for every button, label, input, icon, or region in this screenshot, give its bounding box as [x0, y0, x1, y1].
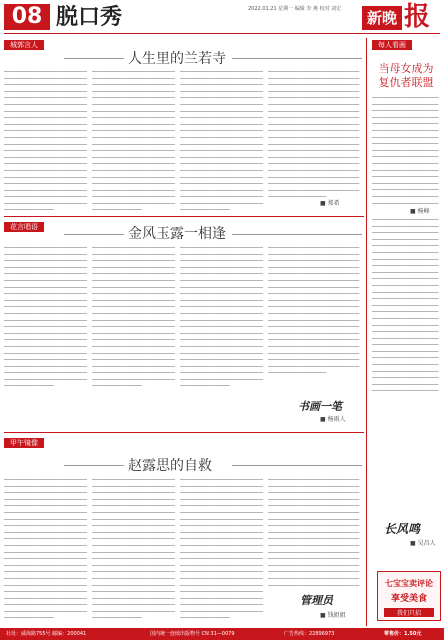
article-body: ─────────────────────────────────────────────────────────────────────────────────────────────────────────────────────────────────────────────────────────────────────────────────────────────────────────────────────────────────────────────────────────────────────────────────────────────────────────────────────────────────────────────────────────────────────────────────────────────────────────────────────────────────────────────────────────────────────────────────────────────────────────────────────────────────────────────────────────────────────────────────: [268, 478, 360, 588]
signature: 长风鸣: [384, 522, 421, 536]
column-tag: 每人看画: [372, 40, 412, 50]
section-title: 脱口秀: [56, 4, 123, 30]
article-body: ──────────────────────────────────────────────────────────────────────────────────────────────────────────────────────────────────────────────────────────────────────────────────────────────────────────────────────────────────────────────────────────────────────────────────────────────────────────────────────────────────────────────────────────────────────────────────────────────────────────────────────────────────────────────────────────────────────────────────────────────────────────────────────────────────────────────────────────────────────────────────────────────────────────────────────────────────────────────────────: [180, 478, 263, 615]
section-rule: [4, 216, 364, 217]
byline: ■ 钱姐姐: [320, 612, 346, 619]
header-meta: 2022.01.21 星期一 编辑 李 燕 校对 刘宏: [248, 6, 342, 12]
title-rule: [64, 234, 124, 235]
byline: ■ 杨雨人: [320, 416, 346, 423]
title-rule: [232, 465, 362, 466]
byline: ■ 郑希: [320, 200, 340, 207]
footer-ad-hotline: 广告热线：22896973: [284, 631, 335, 637]
section-rule: [4, 432, 364, 433]
article-body: ────────────────────────────────────────────────────────────────────────────────────────────────────────────────────────────────────────────────────────────────────────────────────────────────────────────────────────────────────────────────────────────────────────────────────────────────────────────────────────────────────────────────────────────────────────────────────────────────────────────────────────────────────────────────────────────────────────────────────────────────────────────────────────────────────────────────────────────────────────────────────────────────────────────────────────────────────────────────────────────────────────: [180, 70, 263, 212]
article-body: ────────────────────────────────────────────────────────────────────────────────────────────────────────────────────────────────────────────────────────────────────────────────────────────────────────────────────────────────────────────────────────────────────────────────────────────────────────────────────────────────────────────────────────────────────────────────────────────────────────────────────────────────────────────────────────────────────────────────────────────────────────────────────────────────────────────────────────────────────────────────────────────────────────────────────────────────────────────────────────────────────────: [268, 246, 360, 377]
article-title: 金风玉露一相逢: [128, 226, 226, 242]
article-body: ──────────────────────────────────────────────────────────────────────────────────────────────────────────────────────────────────────────────────────────────────────────────────────────────────────────────────────────────────────────────────────────────────────────────────────────────────────────────────────────────────────────────────────────────────────────────────────────────────────────────────────────────────────────────────────────────────────────────────────────────────────────────────────────────────────────────────────────────────────────────────────────────────────────────────────────────────────────────────────: [4, 478, 87, 615]
title-rule: [64, 465, 124, 466]
article-body: ────────────────────────────────────────────────────────────────────────────────────────────────────────────────────────────────────────────────────────────────────────────────────────────────────────────────────────────────────────────────────────────────────────────────────────────────────────────────────────────────────────────────────────────────────────────────────────────────────────────────────────────────────────────────────────────────────────────────────────────────────────────────────────────────────────────────────────────────────────────────────────────────────────────────────────────────────────────────────────────────────────: [92, 246, 175, 390]
title-rule: [232, 58, 362, 59]
footer-price: 零售价：1.50元: [384, 631, 422, 637]
title-rule: [64, 58, 124, 59]
article-body: ────────────────────────────────────────────────────────────────────────────────────────────────────────────────────────────────────────────────────────────────────────────────────────────────────────────────────────────────────────────────────────────────────────────────────────────────────────────────────────────────────────────────────────────────────────────────────────────────────────────────────────────────────────────────────────────────────────────────────────────────────────────────────────────────────────────────────────────────────────────────────────────────────────────────────────────────────────────────────────────────────────: [268, 70, 360, 201]
article-title: 赵露思的自救: [128, 458, 212, 474]
byline: ■ 吴昌人: [410, 540, 436, 547]
article-body: ────────────────────────────────────────────────────────────────────────────────────────────────────────────────────────────────────────────────────────────────────────────────────────────────────────────────────────────────────────────────────────────────────────────────────────────────────────────────────────────────────────────────────────────────────────────────────────────────────────────────────────────────────────────────────────────────────────────────────────────────────────────────────────────────────────────────────────────────────────────────────────────────────────────────────────────────────────────────────────────────────────: [92, 70, 175, 212]
newspaper-logo-char: 报: [404, 2, 431, 32]
page-number: 08: [4, 4, 50, 30]
article-title: 当母女成为 复仇者联盟: [378, 62, 434, 89]
signature: 管理员: [300, 594, 333, 607]
byline: ■ 杨峰: [410, 208, 430, 215]
column-tag: 甲午镜像: [4, 438, 44, 448]
article-body: ────────────────────────────────────────────────────────────────────────────────────────────────────────────────────────────────────────────────────────────────────────────────────────────────────────────────────────────────────────────────────────────────────────────────────────────────────────────────────────────────────────────────────────────────────────────────────────────────────────────────────────────────────────────────────────────────────────────────────────────────────────────────────────────────────────────────────────────────────────────────────────────────────────────────────────────────────────────────────────────────────────: [180, 246, 263, 390]
column-divider: [366, 38, 367, 626]
newspaper-logo: 新晚: [362, 6, 402, 30]
article-body: ──────────────────────────────────────────────────────────────────────────────────────────────────────────────────────────────────────────────────────────────────────────────────────────────────────────────────────────────────────────────────────────────────────────────────────────────────────────────────────────────────────────────────────────────────────────────────────────────────────────────────────────────────────────────────────────────────────────────────────────────────────────────────────────────────────────────────────────────────────────────────────────────────────────────────────────────────────────────────────: [92, 478, 175, 615]
article-body: ────────────────────────────────────────────────────────────────────────────────────────────────────────────────────────────────────────────────────────────────────────────────────────────────────────────────────────────────────────────────────────────────────────────────────────────────────────────────────────────────────────────────────────────────────────────────────────────────────────────────────────: [372, 96, 439, 206]
ad-line: 我们只招: [384, 608, 434, 617]
column-tag: 花言唱语: [4, 222, 44, 232]
advertisement: [377, 571, 441, 621]
ad-line: 七宝宝卖评论: [385, 578, 433, 588]
article-body: ────────────────────────────────────────────────────────────────────────────────────────────────────────────────────────────────────────────────────────────────────────────────────────────────────────────────────────────────────────────────────────────────────────────────────────────────────────────────────────────────────────────────────────────────────────────────────────────────────────────────────────────────────────────────────────────────────────────────────────────────────────────────────────────────────────────────────────────────────────────────────────────────────────────────────────────────────────────────────────────────────────: [4, 246, 87, 390]
header-rule: [4, 33, 440, 34]
footer-address: 社址：威海路755号 邮编：200041: [6, 631, 87, 637]
article-title: 人生里的兰若寺: [128, 51, 226, 67]
footer-issn: 国内统一连续出版物号 CN 31—0079: [150, 631, 235, 637]
column-tag: 城郭言人: [4, 40, 44, 50]
article-body: ────────────────────────────────────────────────────────────────────────────────────────────────────────────────────────────────────────────────────────────────────────────────────────────────────────────────────────────────────────────────────────────────────────────────────────────────────────────────────────────────────────────────────────────────────────────────────────────────────────────────────────────────────────────────────────────────────────────────────────────────────────────────────────────────────────────────────────────────────────────────────────────────────────────────────────────────────────────────────────────────────────: [372, 218, 439, 395]
article-body: ────────────────────────────────────────────────────────────────────────────────────────────────────────────────────────────────────────────────────────────────────────────────────────────────────────────────────────────────────────────────────────────────────────────────────────────────────────────────────────────────────────────────────────────────────────────────────────────────────────────────────────────────────────────────────────────────────────────────────────────────────────────────────────────────────────────────────────────────────────────────────────────────────────────────────────────────────────────────────────────────────────: [4, 70, 87, 212]
title-rule: [232, 234, 362, 235]
footer-bar: [0, 628, 444, 640]
ad-line: 享受美食: [390, 594, 427, 604]
signature: 书画一笔: [298, 400, 342, 413]
